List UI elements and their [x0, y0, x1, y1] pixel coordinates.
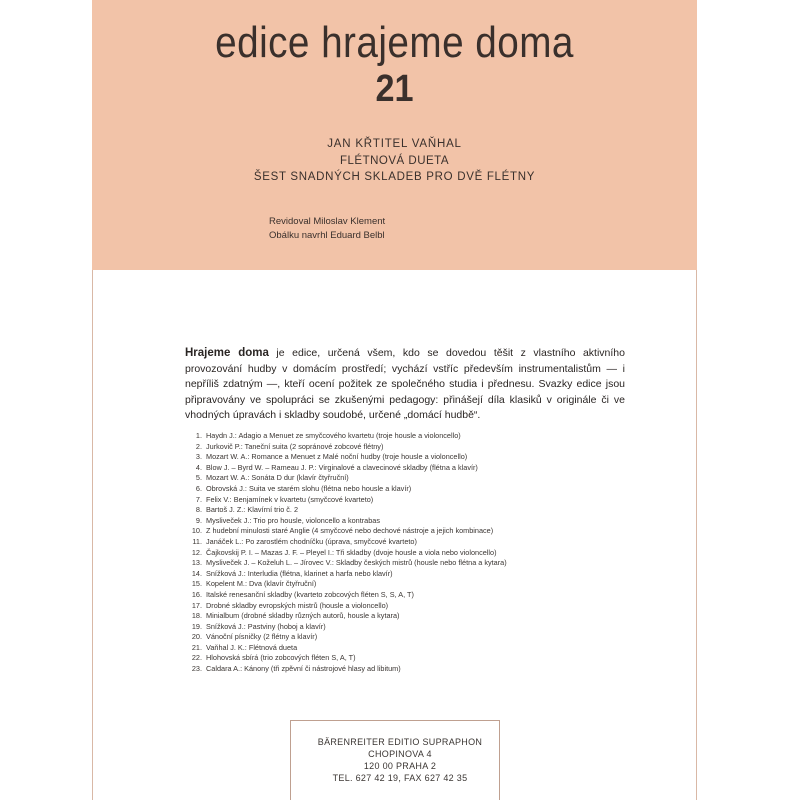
list-item-text: Minialbum (drobné skladby různých autorů, housle a kytara): [206, 611, 400, 621]
list-item: [184, 452, 507, 463]
list-item: [184, 622, 507, 633]
publisher-block: [0, 736, 800, 784]
list-item-text: Janáček L.: Po zarostlém chodníčku (úprava, smyčcové kvarteto): [206, 536, 417, 546]
list-item: [184, 442, 507, 453]
list-item: [184, 558, 507, 569]
list-item-text: Caldara A.: Kánony (tři zpěvní či nástrojové hlasy ad libitum): [206, 664, 401, 674]
composer-name: JAN KŘTITEL VAŇHAL: [327, 138, 462, 150]
list-item-text: Italské renesanční skladby (kvarteto zobcových fléten S, S, A, T): [206, 589, 414, 599]
publisher-street: CHOPINOVA 4: [368, 749, 432, 759]
list-item-text: Jurkovič P.: Taneční suita (2 sopránové zobcové flétny): [206, 441, 384, 451]
list-item: [184, 632, 507, 643]
list-item-text: Mysliveček J. – Koželuh L. – Jírovec V.: Skladby českých mistrů (housle nebo flétna a kytara): [206, 558, 507, 568]
cover-design-by: Obálku navrhl Eduard Belbl: [269, 229, 385, 241]
list-item-text: Mozart W. A.: Romance a Menuet z Malé noční hudby (troje housle a violoncello): [206, 452, 468, 462]
list-item: [184, 526, 507, 537]
list-item-text: Blow J. – Byrd W. – Rameau J. P.: Virginalové a clavecinové skladby (flétna a klavír): [206, 462, 478, 472]
list-item: [184, 463, 507, 474]
list-item-text: Obrovská J.: Suita ve starém slohu (flétna nebo housle a klavír): [206, 483, 412, 493]
list-item-number: 7.: [195, 494, 202, 504]
list-item-text: Mozart W. A.: Sonáta D dur (klavír čtyřruční): [206, 473, 349, 483]
list-item-number: 6.: [195, 483, 202, 493]
series-title: edice hrajeme doma: [215, 18, 574, 67]
list-item-number: 13.: [191, 558, 202, 568]
list-item-number: 18.: [191, 611, 202, 621]
list-item-number: 15.: [191, 579, 202, 589]
list-item-number: 21.: [191, 642, 202, 652]
list-item-text: Bartoš J. Z.: Klavírní trio č. 2: [206, 505, 299, 515]
credits: [269, 215, 385, 242]
list-item: [184, 484, 507, 495]
list-item: [184, 664, 507, 675]
list-item-number: 9.: [195, 515, 202, 525]
list-item: [184, 569, 507, 580]
list-item: [184, 579, 507, 590]
list-item-text: Kopelent M.: Dva (klavír čtyřruční): [206, 579, 317, 589]
list-item: [184, 590, 507, 601]
list-item-number: 17.: [191, 600, 202, 610]
list-item: [184, 611, 507, 622]
list-item-text: Hlohovská sbírá (trio zobcových fléten S, A, T): [206, 653, 356, 663]
series-list: [184, 431, 507, 675]
list-item-text: Vaňhal J. K.: Flétnová dueta: [206, 642, 298, 652]
intro-lead: Hrajeme doma: [185, 347, 269, 359]
list-item-number: 22.: [191, 653, 202, 663]
list-item-number: 23.: [191, 664, 202, 674]
list-item-text: Felix V.: Benjamínek v kvartetu (smyčcové kvarteto): [206, 494, 374, 504]
publisher-city: 120 00 PRAHA 2: [363, 761, 437, 771]
list-item: [184, 495, 507, 506]
list-item-number: 16.: [191, 589, 202, 599]
cover-panel: [92, 0, 697, 270]
intro-paragraph: [185, 346, 625, 424]
publisher-name: BÄRENREITER EDITIO SUPRAPHON: [317, 737, 483, 747]
list-item: [184, 431, 507, 442]
list-item-text: Snížková J.: Pastviny (hoboj a klavír): [206, 621, 326, 631]
list-item-text: Mysliveček J.: Trio pro housle, violoncello a kontrabas: [206, 515, 380, 525]
list-item-number: 12.: [191, 547, 202, 557]
list-item: [184, 473, 507, 484]
series-number: 21: [375, 68, 414, 110]
list-item: [184, 601, 507, 612]
list-item-text: Vánoční písničky (2 flétny a klavír): [206, 632, 318, 642]
intro-text: je edice, určená všem, kdo se dovedou těšit z vlastního aktivního provozování hudby v domácím prostředí; vychází vstříc především instrumentalistům — i nepříliš zdatným —, kteří ocení požitek ze společného studia i přednesu. Svazky edice jsou připravovány ve spolupráci se zkušenými pedagogy: přinášejí díla klasiků v originále či ve vhodných úpravách i skladby soudobé, určené „domácí hudbě“.: [185, 347, 625, 421]
list-item-number: 5.: [195, 473, 202, 483]
list-item: [184, 537, 507, 548]
list-item-number: 19.: [191, 621, 202, 631]
list-item: [184, 643, 507, 654]
list-item-text: Drobné skladby evropských mistrů (housle a violoncello): [206, 600, 389, 610]
list-item-text: Čajkovskij P. I. – Mazas J. F. – Pleyel I.: Tři skladby (dvoje housle a viola nebo violoncello): [206, 547, 497, 557]
list-item: [184, 653, 507, 664]
list-item-number: 8.: [195, 505, 202, 515]
list-item-text: Z hudební minulosti staré Anglie (4 smyčcové nebo dechové nástroje a jejich kombinace): [206, 526, 494, 536]
list-item-text: Snížková J.: Interludia (flétna, klarinet a harfa nebo klavír): [206, 568, 393, 578]
list-item: [184, 516, 507, 527]
list-item-number: 20.: [191, 632, 202, 642]
list-item-number: 10.: [191, 526, 202, 536]
list-item: [184, 505, 507, 516]
list-item-number: 2.: [195, 441, 202, 451]
work-title: FLÉTNOVÁ DUETA: [339, 155, 450, 167]
list-item: [184, 548, 507, 559]
work-subtitle: ŠEST SNADNÝCH SKLADEB PRO DVĚ FLÉTNY: [253, 171, 536, 183]
revised-by: Revidoval Miloslav Klement: [269, 216, 386, 227]
list-item-text: Haydn J.: Adagio a Menuet ze smyčcového kvartetu (troje housle a violoncello): [206, 431, 461, 440]
list-item-number: 3.: [195, 452, 202, 462]
list-item-number: 1.: [195, 431, 202, 440]
list-item-number: 4.: [195, 462, 202, 472]
publisher-contact: TEL. 627 42 19, FAX 627 42 35: [332, 773, 468, 783]
list-item-number: 11.: [192, 536, 202, 546]
list-item-number: 14.: [191, 568, 202, 578]
